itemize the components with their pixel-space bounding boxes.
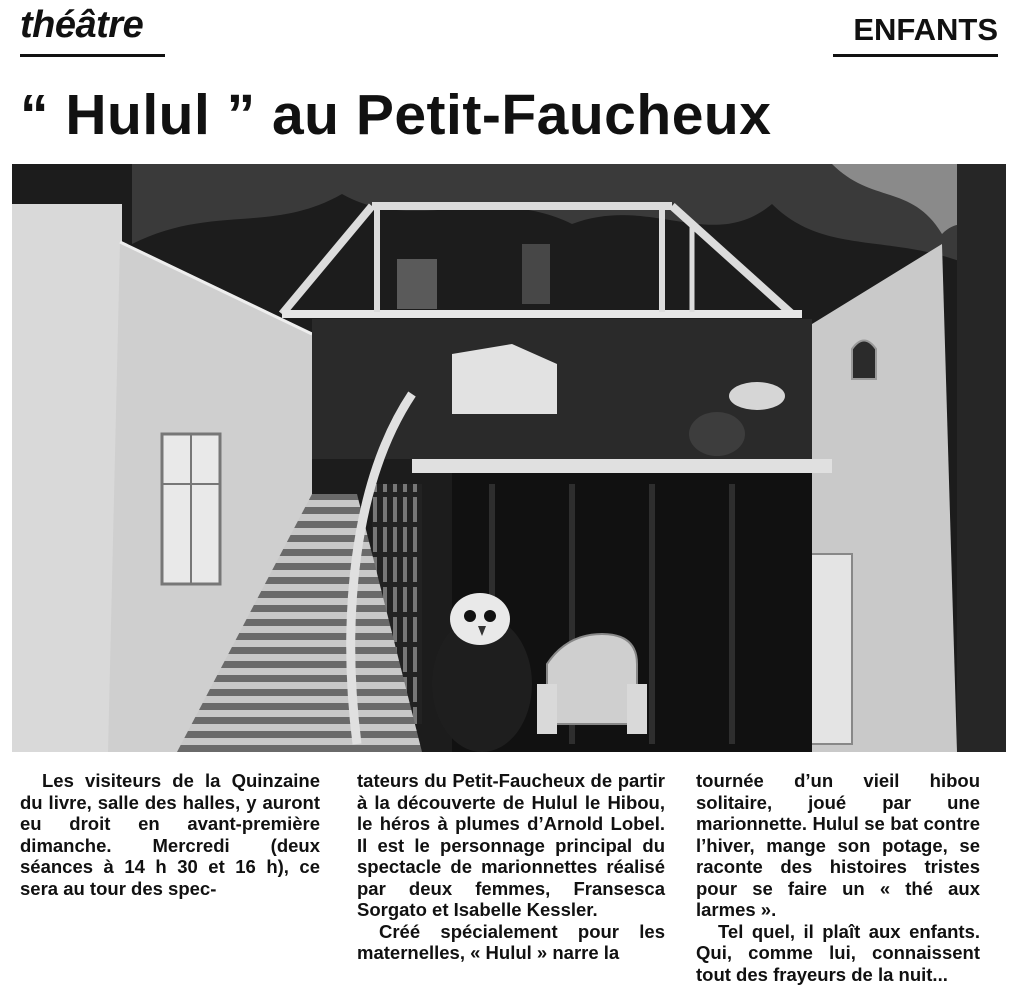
article-col1-text: Les visiteurs de la Quinzaine du livre, salle des halles, y auront eu droit en avant-première dimanche. Mercredi (deux séances à 14 h 30 et 16 h), ce sera au tour des spec-: [20, 770, 320, 899]
article-col3-paragraph-2: Tel quel, il plaît aux enfants. Qui, comme lui, connaissent tout des frayeurs de la nuit...: [696, 920, 980, 985]
article-col2-paragraph-2: Créé spécialement pour les maternelles, « Hulul » narre la: [357, 920, 665, 963]
section-underline: [833, 54, 998, 57]
article-column-3: [696, 770, 980, 985]
article-col3-paragraph-1: tournée d’un vieil hibou solitaire, joué par une marionnette. Hulul se bat contre l’hiver, mange son potage, se raconte des histoires tristes pour se faire un « thé aux larmes ».: [696, 770, 980, 920]
headline: “ Hulul ” au Petit-Faucheux: [20, 83, 772, 147]
rubric-underline: [20, 54, 165, 57]
article-column-1: [20, 770, 320, 899]
stage-photo: [12, 164, 1006, 752]
article-column-2: [357, 770, 665, 964]
section-label: ENFANTS: [853, 12, 998, 47]
article-col2-paragraph-1: tateurs du Petit-Faucheux de partir à la découverte de Hulul le Hibou, le héros à plumes d’Arnold Lobel. Il est le personnage principal du spectacle de marionnettes réalisé par deux femmes, Fransesca Sorgato et Isabelle Kessler.: [357, 770, 665, 920]
puppet-stage-illustration: [12, 164, 1006, 752]
rubric-label: théâtre: [20, 4, 144, 46]
